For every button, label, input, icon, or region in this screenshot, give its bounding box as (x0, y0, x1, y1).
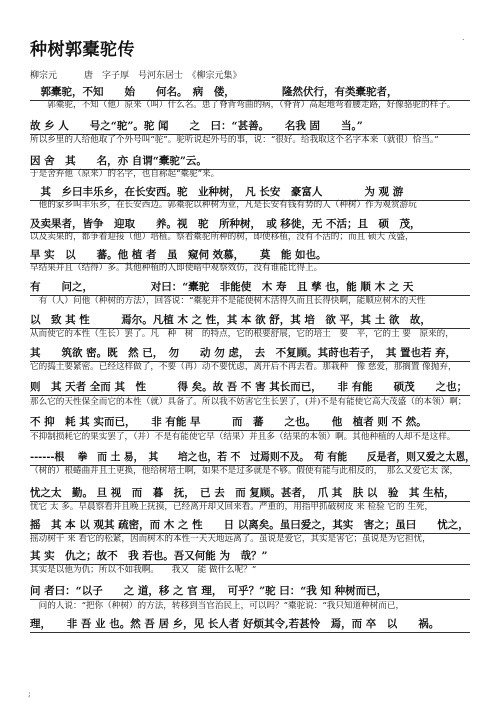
original-text-line: 摇 其 本 以 观其 疏密，而 木 之 性 日 以离矣。虽曰爱之，其实 害之；虽曰 忧之， (30, 519, 469, 531)
original-text-line: 理， 非 吾 业 也。然 吾 居 乡，见 长人者 好烦其令,若甚怜 焉，而 卒 以 祸。 (30, 618, 440, 630)
original-text-line: 忧之太 勤。 旦 视 而 暮 抚， 已 去 而 复顾。甚者， 爪 其 肤 以 验 其 生枯， (30, 487, 455, 499)
translation-line: 于是舍弃他（原来）的名字，也自称起“橐驼”来。 (30, 169, 220, 179)
corner-mark: . (462, 33, 465, 42)
translation-line: 不抑制损耗它的果实罢了，（并）不是有能使它早（结果）并且多（结果的本领）啊。其他种植的人却不是这样。 (30, 432, 456, 442)
underline (30, 395, 470, 396)
original-text-line: 其 乡曰丰乐乡，在长安西。驼 业种树， 凡 长安 豪富人 为 观 游 (30, 186, 404, 198)
translation-line: 问的人说：“把你（种树）的方法，转移到当官治民上，可以吗？”橐驼说：“我只知道种树而已， (30, 601, 405, 611)
original-text-line: 其 筑欲 密。既 然 已， 勿 动 勿 虑， 去 不复顾。其莳也若子， 其 置也若 弃， (30, 347, 457, 359)
original-text-line: 故 乡 人 号之“驼”。驼 闻 之 曰：“甚善。 名我 固 当。” (30, 120, 363, 132)
page-title: 种树郭橐驼传 (30, 40, 135, 60)
original-text-line: 因 舍 其 名，亦 自谓“橐驼”云。 (30, 155, 207, 167)
original-text-line: ------根 拳 而 土 易， 其 培之也，若 不 过焉则不及。 苟 有能 反是者，则又爱之太恩， (30, 451, 476, 463)
author-line: 柳宗元 唐 字子厚 号河东居士 《柳宗元集》 (30, 71, 242, 81)
original-text-line: 问 者曰：“以子 之 道，移 之 官 理， 可乎？”驼 曰：“我 知 种树而已， (30, 585, 388, 597)
translation-line: 所以乡里的人给他取了个外号叫“驼”。驼听说起外号的事，说：“很好。给我取这个名字本来（就很）恰当。” (30, 135, 439, 145)
underline (30, 430, 470, 431)
original-text-line: 及卖果者，皆争 迎取 养。视 驼 所种树， 或 移徙，无 不活；且 硕 茂， (30, 218, 421, 230)
translation-line: 以及卖果的，都争着迎接（他）培植。察看橐驼所种的树，即使移植，没有不活的；而且 硕大 茂盛， (30, 232, 414, 242)
original-text-line: 有 问之， 对曰：“橐驼 非能使 木 寿 且 孳 也，能 顺 木 之 天 (30, 281, 414, 293)
translation-line: 忧它 太 多。早晨察看并且晚上抚摸，已经离开却又回来看。严重的，用指甲抓破树皮 来 检验 它的 生死， (30, 502, 434, 512)
original-text-line: 以 致 其 性 焉尔。凡植 木 之 性，其 本 欲 舒，其 培 欲 平，其 土 欲 故， (30, 314, 431, 326)
footer-mark: ; (28, 689, 31, 698)
translation-line: 早结果并且（结得）多。其他种植的人即使暗中观察效仿，没有谁能比得上。 (30, 263, 323, 273)
translation-line: 有（人）问他（种树的方法），回答说：“橐驼并不是能使树木活得久而且长得快啊，能顺应树木的天性 (30, 296, 426, 306)
original-text-line: 其 实 仇之；故不 我 若也。吾又何能 为 哉？” (30, 550, 268, 562)
translation-line: 摇动树干 来 看它的松紧，因而树木的本性一天天地远离了。虽说是爱它，其实是害它；虽说是为它担忧， (30, 534, 431, 544)
original-text-line: 早 实 以 蕃。他 植 者 虽 窥伺 效慕， 莫 能 如也。 (30, 249, 327, 261)
original-text-line: 则 其 天者 全而 其 性 得 矣。故 吾 不 害 其长而已， 非 有能 硕茂 之也； (30, 381, 468, 393)
translation-line: 他的家乡叫丰乐乡，在长安西边。郭橐驼以种树为业，凡是长安有钱有势的人（种树）作为观赏游玩 (30, 200, 417, 210)
underline (30, 632, 470, 633)
underline (30, 599, 470, 600)
translation-line: 郭橐驼，不知（他）原来（叫）什么名。患了脊背弯曲的病，（脊背）高起地弯着腰走路，好像骆驼的样子。 (30, 100, 456, 110)
translation-line: （树的）根蜷曲并且土更换，他给树培土啊，如果不是过多就是不够。假使有能与此相反的， 那么又爱它太 深， (30, 466, 459, 476)
original-text-line: 郭橐驼，不知 始 何名。 病 偻， 隆然伏行，有类橐驼者， (30, 86, 398, 98)
translation-line: 那么它的天性保全而它的本性（就）具备了。所以我不妨害它生长罢了，(并)不是有能使它高大茂盛（的本领）啊； (30, 397, 467, 407)
translation-line: 从而使它的本性（生长）罢了。凡 种 树 的特点，它的根要舒展，它的培土 要 平，它的土 要 原来的， (30, 329, 454, 339)
translation-line: 它的捣土要紧密。已经这样做了，不要（再）动不要忧虑，离开后不再去看。那栽种 像 慈爱，那搁置 像抛弃， (30, 362, 457, 372)
translation-line: 其实是以他为仇；所以不如我啊。 我又 能 做什么呢？” (30, 565, 257, 575)
original-text-line: 不 抑 耗 其 实而已， 非 有能 早 而 蕃 之也。 他 植者 则 不 然。 (30, 416, 427, 428)
